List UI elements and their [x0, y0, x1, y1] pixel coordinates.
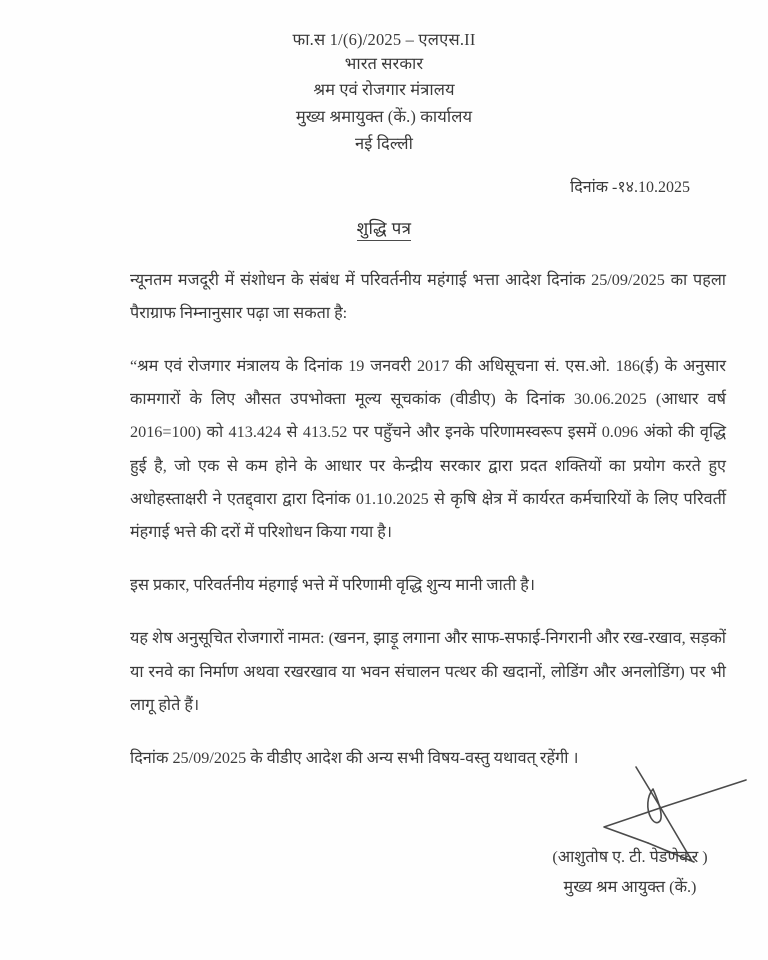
document-title-container — [0, 216, 768, 241]
letterhead — [0, 0, 768, 158]
page-title: शुद्धि पत्र — [357, 216, 412, 241]
paragraph-quoted-order: “श्रम एवं रोजगार मंत्रालय के दिनांक 19 जनवरी 2017 की अधिसूचना सं. एस.ओ. 186(ई) के अनुसार कामगारों के लिए औसत उपभोक्ता मूल्य सूचकांक (वीडीए) के दिनांक 30.06.2025 (आधार वर्ष 2016=100) को 413.424 से 413.52 पर पहुँचने और इनके परिणामस्वरूप इसमें 0.096 अंको की वृद्धि हुई है, जो एक से कम होने के आधार पर केन्द्रीय सरकार द्वारा प्रदत शक्तियों का प्रयोग करते हुए अधोहस्ताक्षरी ने एतद्द्वारा द्वारा दिनांक 01.10.2025 से कृषि क्षेत्र में कार्यरत कर्मचारियों के लिए परिवर्ती मंहगाई भत्ते की दरों में परिशोधन किया गया है। — [130, 356, 726, 541]
organization-line-office: मुख्य श्रमायुक्त (कें.) कार्यालय — [295, 107, 473, 127]
signatory-name: (आशुतोष ए. टी. पेडणेकर ) — [552, 848, 708, 867]
organization-line-government: भारत सरकार — [344, 53, 424, 73]
document-body — [42, 264, 726, 902]
signature-block — [130, 781, 726, 901]
organization-line-city: नई दिल्ली — [355, 133, 413, 153]
paragraph-closing: दिनांक 25/09/2025 के वीडीए आदेश की अन्य सभी विषय-वस्तु यथावत् रहेंगी । — [130, 748, 579, 767]
organization-line-ministry: श्रम एवं रोजगार मंत्रालय — [313, 80, 455, 100]
file-number: फा.स 1/(6)/2025 – एलएस.II — [292, 30, 476, 49]
signatory-details — [430, 843, 768, 903]
signatory-designation: मुख्य श्रम आयुक्त (कें.) — [563, 878, 697, 897]
paragraph-result: इस प्रकार, परिवर्तनीय मंहगाई भत्ते में परिणामी वृद्धि शुन्य मानी जाती है। — [130, 576, 535, 595]
paragraph-scope: यह शेष अनुसूचित रोजगारों नामत: (खनन, झाड़ू लगाना और साफ-सफाई-निगरानी और रख-रखाव, सड़कों या रनवे का निर्माण अथवा रखरखाव या भवन संचालन पत्थर की खदानों, लोडिंग और अनलोडिंग) पर भी लागू होते हैं। — [130, 629, 726, 714]
paragraph-intro: न्यूनतम मजदूरी में संशोधन के संबंध में परिवर्तनीय महंगाई भत्ता आदेश दिनांक 25/09/2025 का पहला पैराग्राफ निम्नानुसार पढ़ा जा सकता है: — [130, 270, 726, 322]
document-date: दिनांक -१४.10.2025 — [570, 178, 690, 196]
